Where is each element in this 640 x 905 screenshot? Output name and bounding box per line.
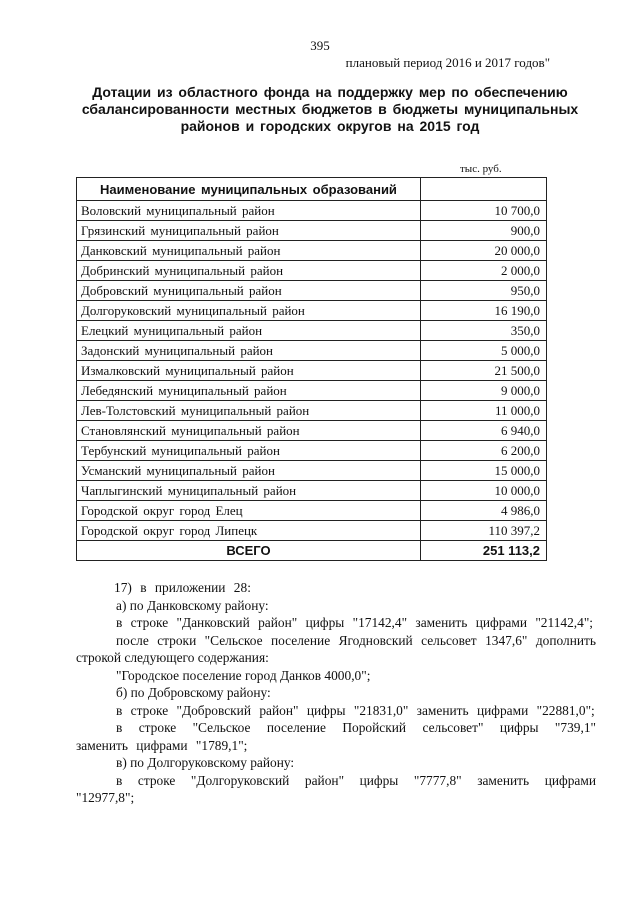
total-label: ВСЕГО xyxy=(77,541,421,561)
paragraph: в строке "Долгоруковский район" цифры "7777,8" заменить цифрами "12977,8"; xyxy=(76,772,596,805)
table-row xyxy=(77,501,547,521)
municipality-name: Задонский муниципальный район xyxy=(77,341,421,361)
title-line: Дотации из областного фонда на поддержку мер по обеспечению xyxy=(92,84,568,100)
title-line: районов и городских округов на 2015 год xyxy=(180,118,480,134)
grant-amount: 11 000,0 xyxy=(421,401,547,421)
grant-amount: 9 000,0 xyxy=(421,381,547,401)
grant-amount: 10 000,0 xyxy=(421,481,547,501)
municipality-name: Елецкий муниципальный район xyxy=(77,321,421,341)
table-row xyxy=(77,241,547,261)
municipality-name: Городской округ город Липецк xyxy=(77,521,421,541)
document-title xyxy=(75,84,585,135)
table-row xyxy=(77,221,547,241)
paragraph: в) по Долгоруковскому району: xyxy=(116,755,295,770)
paragraph: "Городское поселение город Данков 4000,0"; xyxy=(116,667,371,683)
table-row xyxy=(77,321,547,341)
paragraph: в строке "Данковский район" цифры "17142,4" заменить цифрами "21142,4"; xyxy=(116,615,594,630)
table-row xyxy=(77,261,547,281)
running-header: плановый период 2016 и 2017 годов" xyxy=(345,55,550,70)
paragraph: в строке "Добровский район" цифры "21831,0" заменить цифрами "22881,0"; xyxy=(116,702,595,718)
municipality-name: Усманский муниципальный район xyxy=(77,461,421,481)
municipality-name: Лебедянский муниципальный район xyxy=(77,381,421,401)
table-row xyxy=(77,381,547,401)
table-row xyxy=(77,521,547,541)
paragraph: в строке "Сельское поселение Поройский сельсовет" цифры "739,1" заменить цифрами "1789,1"; xyxy=(76,720,596,753)
grant-amount: 6 940,0 xyxy=(421,421,547,441)
municipality-name: Данковский муниципальный район xyxy=(77,241,421,261)
municipality-name: Городской округ город Елец xyxy=(77,501,421,521)
table-row xyxy=(77,201,547,221)
municipality-name: Долгоруковский муниципальный район xyxy=(77,301,421,321)
table-row xyxy=(77,341,547,361)
grant-amount: 16 190,0 xyxy=(421,301,547,321)
table-row xyxy=(77,361,547,381)
paragraph: б) по Добровскому району: xyxy=(116,685,271,700)
column-header-name: Наименование муниципальных образований xyxy=(77,178,421,201)
municipality-name: Грязинский муниципальный район xyxy=(77,221,421,241)
table-row xyxy=(77,281,547,301)
table-row xyxy=(77,301,547,321)
municipality-name: Становлянский муниципальный район xyxy=(77,421,421,441)
municipality-name: Добринский муниципальный район xyxy=(77,261,421,281)
total-row xyxy=(77,541,547,561)
grant-amount: 350,0 xyxy=(421,321,547,341)
municipality-name: Лев-Толстовский муниципальный район xyxy=(77,401,421,421)
municipality-name: Чаплыгинский муниципальный район xyxy=(77,481,421,501)
paragraph: 17) в приложении 28: xyxy=(114,580,251,595)
grant-amount: 4 986,0 xyxy=(421,501,547,521)
municipality-name: Измалковский муниципальный район xyxy=(77,361,421,381)
table-row xyxy=(77,481,547,501)
municipality-name: Воловский муниципальный район xyxy=(77,201,421,221)
column-header-amount xyxy=(421,178,547,201)
grants-table xyxy=(76,177,547,561)
grant-amount: 20 000,0 xyxy=(421,241,547,261)
units-label: тыс. руб. xyxy=(460,163,502,175)
grant-amount: 15 000,0 xyxy=(421,461,547,481)
table-row xyxy=(77,421,547,441)
paragraph: после строки "Сельское поселение Ягодновский сельсовет 1347,6" дополнить строкой следующего содержания: xyxy=(76,632,596,665)
grant-amount: 10 700,0 xyxy=(421,201,547,221)
municipality-name: Тербунский муниципальный район xyxy=(77,441,421,461)
total-amount: 251 113,2 xyxy=(421,541,547,561)
table-row xyxy=(77,401,547,421)
grant-amount: 950,0 xyxy=(421,281,547,301)
paragraph: а) по Данковскому району: xyxy=(116,597,269,613)
municipality-name: Добровский муниципальный район xyxy=(77,281,421,301)
table-row xyxy=(77,441,547,461)
grant-amount: 6 200,0 xyxy=(421,441,547,461)
amendments-text xyxy=(76,579,596,807)
grant-amount: 110 397,2 xyxy=(421,521,547,541)
table-header-row xyxy=(77,178,547,201)
page-number: 395 xyxy=(310,38,330,53)
grant-amount: 2 000,0 xyxy=(421,261,547,281)
grant-amount: 21 500,0 xyxy=(421,361,547,381)
table-row xyxy=(77,461,547,481)
grant-amount: 5 000,0 xyxy=(421,341,547,361)
title-line: сбалансированности местных бюджетов в бюджеты муниципальных xyxy=(81,101,579,117)
grant-amount: 900,0 xyxy=(421,221,547,241)
